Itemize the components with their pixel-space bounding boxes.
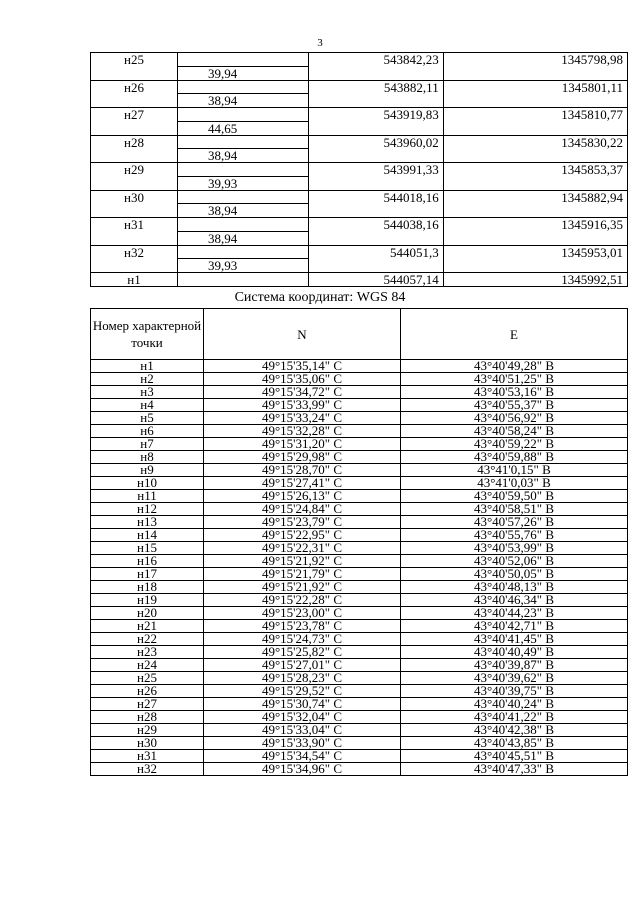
longitude-value: 43°40'42,71" В (401, 620, 628, 633)
longitude-value: 43°40'39,75" В (401, 685, 628, 698)
local-coordinates-body (91, 53, 628, 287)
blank-cell (308, 204, 443, 218)
distance-row (91, 66, 628, 80)
local-coordinates-table (90, 52, 628, 287)
latitude-value: 49°15'21,92" С (204, 581, 401, 594)
point-name: н20 (91, 607, 204, 620)
longitude-value: 43°40'50,05" В (401, 568, 628, 581)
table-row (91, 245, 628, 259)
table-row (91, 163, 628, 177)
longitude-value: 43°41'0,15" В (401, 464, 628, 477)
longitude-value: 43°40'51,25" В (401, 373, 628, 386)
latitude-value: 49°15'22,31" С (204, 542, 401, 555)
x-coordinate: 543882,11 (308, 80, 443, 94)
distance-row (91, 176, 628, 190)
latitude-value: 49°15'33,04" С (204, 724, 401, 737)
blank-cell (443, 176, 627, 190)
blank-cell (443, 259, 627, 273)
blank-cell (91, 66, 178, 80)
point-name: н25 (91, 53, 178, 67)
latitude-value: 49°15'33,24" С (204, 412, 401, 425)
distance-row (91, 231, 628, 245)
segment-length: 39,94 (177, 66, 308, 80)
blank-cell (91, 259, 178, 273)
point-name: н11 (91, 490, 204, 503)
point-name: н31 (91, 750, 204, 763)
latitude-value: 49°15'28,70" С (204, 464, 401, 477)
header-latitude: N (204, 309, 401, 360)
distance-row (91, 121, 628, 135)
point-name: н16 (91, 555, 204, 568)
point-name: н24 (91, 659, 204, 672)
blank-cell (177, 53, 308, 67)
table-row (91, 190, 628, 204)
longitude-value: 43°40'58,51" В (401, 503, 628, 516)
point-name: н12 (91, 503, 204, 516)
latitude-value: 49°15'29,98" С (204, 451, 401, 464)
point-name: н7 (91, 438, 204, 451)
blank-cell (308, 259, 443, 273)
point-name: н23 (91, 646, 204, 659)
blank-cell (177, 190, 308, 204)
blank-cell (91, 94, 178, 108)
table-row (91, 218, 628, 232)
longitude-value: 43°40'49,28" В (401, 360, 628, 373)
blank-cell (177, 80, 308, 94)
blank-cell (308, 66, 443, 80)
longitude-value: 43°40'46,34" В (401, 594, 628, 607)
longitude-value: 43°41'0,03" В (401, 477, 628, 490)
point-name: н29 (91, 724, 204, 737)
y-coordinate: 1345810,77 (443, 108, 627, 122)
blank-cell (91, 121, 178, 135)
longitude-value: 43°40'44,23" В (401, 607, 628, 620)
point-name: н5 (91, 412, 204, 425)
point-name: н27 (91, 698, 204, 711)
blank-cell (177, 135, 308, 149)
x-coordinate: 543842,23 (308, 53, 443, 67)
coordinate-system-title: Система координат: WGS 84 (234, 290, 406, 305)
point-name: н32 (91, 763, 204, 776)
blank-cell (443, 66, 627, 80)
longitude-value: 43°40'41,45" В (401, 633, 628, 646)
blank-cell (91, 204, 178, 218)
point-name: н30 (91, 737, 204, 750)
segment-length: 38,94 (177, 204, 308, 218)
longitude-value: 43°40'53,99" В (401, 542, 628, 555)
segment-length: 44,65 (177, 121, 308, 135)
y-coordinate: 1345801,11 (443, 80, 627, 94)
x-coordinate: 543991,33 (308, 163, 443, 177)
blank-cell (177, 108, 308, 122)
longitude-value: 43°40'40,24" В (401, 698, 628, 711)
latitude-value: 49°15'22,28" С (204, 594, 401, 607)
header-longitude: E (401, 309, 628, 360)
y-coordinate: 1345882,94 (443, 190, 627, 204)
latitude-value: 49°15'27,01" С (204, 659, 401, 672)
point-name: н9 (91, 464, 204, 477)
distance-row (91, 149, 628, 163)
point-name: н3 (91, 386, 204, 399)
blank-cell (91, 176, 178, 190)
page-number: 3 (317, 37, 323, 49)
latitude-value: 49°15'23,00" С (204, 607, 401, 620)
point-name: н1 (91, 273, 178, 287)
point-name: н10 (91, 477, 204, 490)
latitude-value: 49°15'34,72" С (204, 386, 401, 399)
blank-cell (91, 149, 178, 163)
point-name: н15 (91, 542, 204, 555)
point-name: н4 (91, 399, 204, 412)
point-name: н28 (91, 711, 204, 724)
segment-length: 39,93 (177, 176, 308, 190)
point-name: н32 (91, 245, 178, 259)
blank-cell (177, 218, 308, 232)
segment-length: 38,94 (177, 149, 308, 163)
longitude-value: 43°40'59,50" В (401, 490, 628, 503)
point-name: н22 (91, 633, 204, 646)
point-name: н25 (91, 672, 204, 685)
point-name: н8 (91, 451, 204, 464)
latitude-value: 49°15'24,73" С (204, 633, 401, 646)
wgs84-coordinates-table (90, 308, 628, 776)
blank-cell (308, 231, 443, 245)
point-name: н19 (91, 594, 204, 607)
x-coordinate: 544038,16 (308, 218, 443, 232)
latitude-value: 49°15'27,41" С (204, 477, 401, 490)
segment-length: 39,93 (177, 259, 308, 273)
blank-cell (308, 94, 443, 108)
point-name: н27 (91, 108, 178, 122)
latitude-value: 49°15'32,04" С (204, 711, 401, 724)
latitude-value: 49°15'21,92" С (204, 555, 401, 568)
point-name: н30 (91, 190, 178, 204)
blank-cell (177, 245, 308, 259)
x-coordinate: 544051,3 (308, 245, 443, 259)
segment-length: 38,94 (177, 231, 308, 245)
longitude-value: 43°40'41,22" В (401, 711, 628, 724)
header-point-number: Номер характерной точки (91, 309, 204, 360)
blank-cell (91, 231, 178, 245)
x-coordinate: 543919,83 (308, 108, 443, 122)
latitude-value: 49°15'29,52" С (204, 685, 401, 698)
longitude-value: 43°40'39,62" В (401, 672, 628, 685)
blank-cell (308, 149, 443, 163)
latitude-value: 49°15'35,14" С (204, 360, 401, 373)
latitude-value: 49°15'32,28" С (204, 425, 401, 438)
point-name: н28 (91, 135, 178, 149)
latitude-value: 49°15'35,06" С (204, 373, 401, 386)
longitude-value: 43°40'43,85" В (401, 737, 628, 750)
table-row (91, 80, 628, 94)
longitude-value: 43°40'42,38" В (401, 724, 628, 737)
point-name: н13 (91, 516, 204, 529)
table-row (91, 763, 628, 776)
x-coordinate: 543960,02 (308, 135, 443, 149)
point-name: н6 (91, 425, 204, 438)
latitude-value: 49°15'23,79" С (204, 516, 401, 529)
point-name: н31 (91, 218, 178, 232)
table-row (91, 108, 628, 122)
point-name: н21 (91, 620, 204, 633)
point-name: н29 (91, 163, 178, 177)
distance-row (91, 94, 628, 108)
blank-cell (443, 231, 627, 245)
point-name: н14 (91, 529, 204, 542)
longitude-value: 43°40'55,76" В (401, 529, 628, 542)
blank-cell (443, 121, 627, 135)
distance-row (91, 259, 628, 273)
longitude-value: 43°40'56,92" В (401, 412, 628, 425)
y-coordinate: 1345953,01 (443, 245, 627, 259)
wgs84-header-row (91, 309, 628, 360)
latitude-value: 49°15'21,79" С (204, 568, 401, 581)
blank-cell (308, 121, 443, 135)
y-coordinate: 1345830,22 (443, 135, 627, 149)
blank-cell (177, 163, 308, 177)
latitude-value: 49°15'33,90" С (204, 737, 401, 750)
longitude-value: 43°40'53,16" В (401, 386, 628, 399)
latitude-value: 49°15'30,74" С (204, 698, 401, 711)
point-name: н17 (91, 568, 204, 581)
point-name: н26 (91, 685, 204, 698)
latitude-value: 49°15'34,54" С (204, 750, 401, 763)
wgs84-coordinates-body (91, 360, 628, 776)
y-coordinate: 1345798,98 (443, 53, 627, 67)
latitude-value: 49°15'23,78" С (204, 620, 401, 633)
longitude-value: 43°40'59,22" В (401, 438, 628, 451)
longitude-value: 43°40'48,13" В (401, 581, 628, 594)
longitude-value: 43°40'58,24" В (401, 425, 628, 438)
blank-cell (443, 149, 627, 163)
distance-row (91, 204, 628, 218)
longitude-value: 43°40'55,37" В (401, 399, 628, 412)
latitude-value: 49°15'22,95" С (204, 529, 401, 542)
latitude-value: 49°15'31,20" С (204, 438, 401, 451)
longitude-value: 43°40'47,33" В (401, 763, 628, 776)
table-row (91, 135, 628, 149)
x-coordinate: 544057,14 (308, 273, 443, 287)
point-name: н18 (91, 581, 204, 594)
latitude-value: 49°15'25,82" С (204, 646, 401, 659)
blank-cell (443, 94, 627, 108)
latitude-value: 49°15'33,99" С (204, 399, 401, 412)
segment-length: 38,94 (177, 94, 308, 108)
latitude-value: 49°15'34,96" С (204, 763, 401, 776)
longitude-value: 43°40'52,06" В (401, 555, 628, 568)
latitude-value: 49°15'24,84" С (204, 503, 401, 516)
blank-cell (443, 204, 627, 218)
longitude-value: 43°40'39,87" В (401, 659, 628, 672)
table-row (91, 273, 628, 287)
y-coordinate: 1345916,35 (443, 218, 627, 232)
x-coordinate: 544018,16 (308, 190, 443, 204)
blank-cell (308, 176, 443, 190)
table-row (91, 53, 628, 67)
longitude-value: 43°40'57,26" В (401, 516, 628, 529)
latitude-value: 49°15'26,13" С (204, 490, 401, 503)
y-coordinate: 1345853,37 (443, 163, 627, 177)
longitude-value: 43°40'45,51" В (401, 750, 628, 763)
point-name: н1 (91, 360, 204, 373)
point-name: н26 (91, 80, 178, 94)
blank-cell (177, 273, 308, 287)
longitude-value: 43°40'40,49" В (401, 646, 628, 659)
y-coordinate: 1345992,51 (443, 273, 627, 287)
longitude-value: 43°40'59,88" В (401, 451, 628, 464)
latitude-value: 49°15'28,23" С (204, 672, 401, 685)
point-name: н2 (91, 373, 204, 386)
